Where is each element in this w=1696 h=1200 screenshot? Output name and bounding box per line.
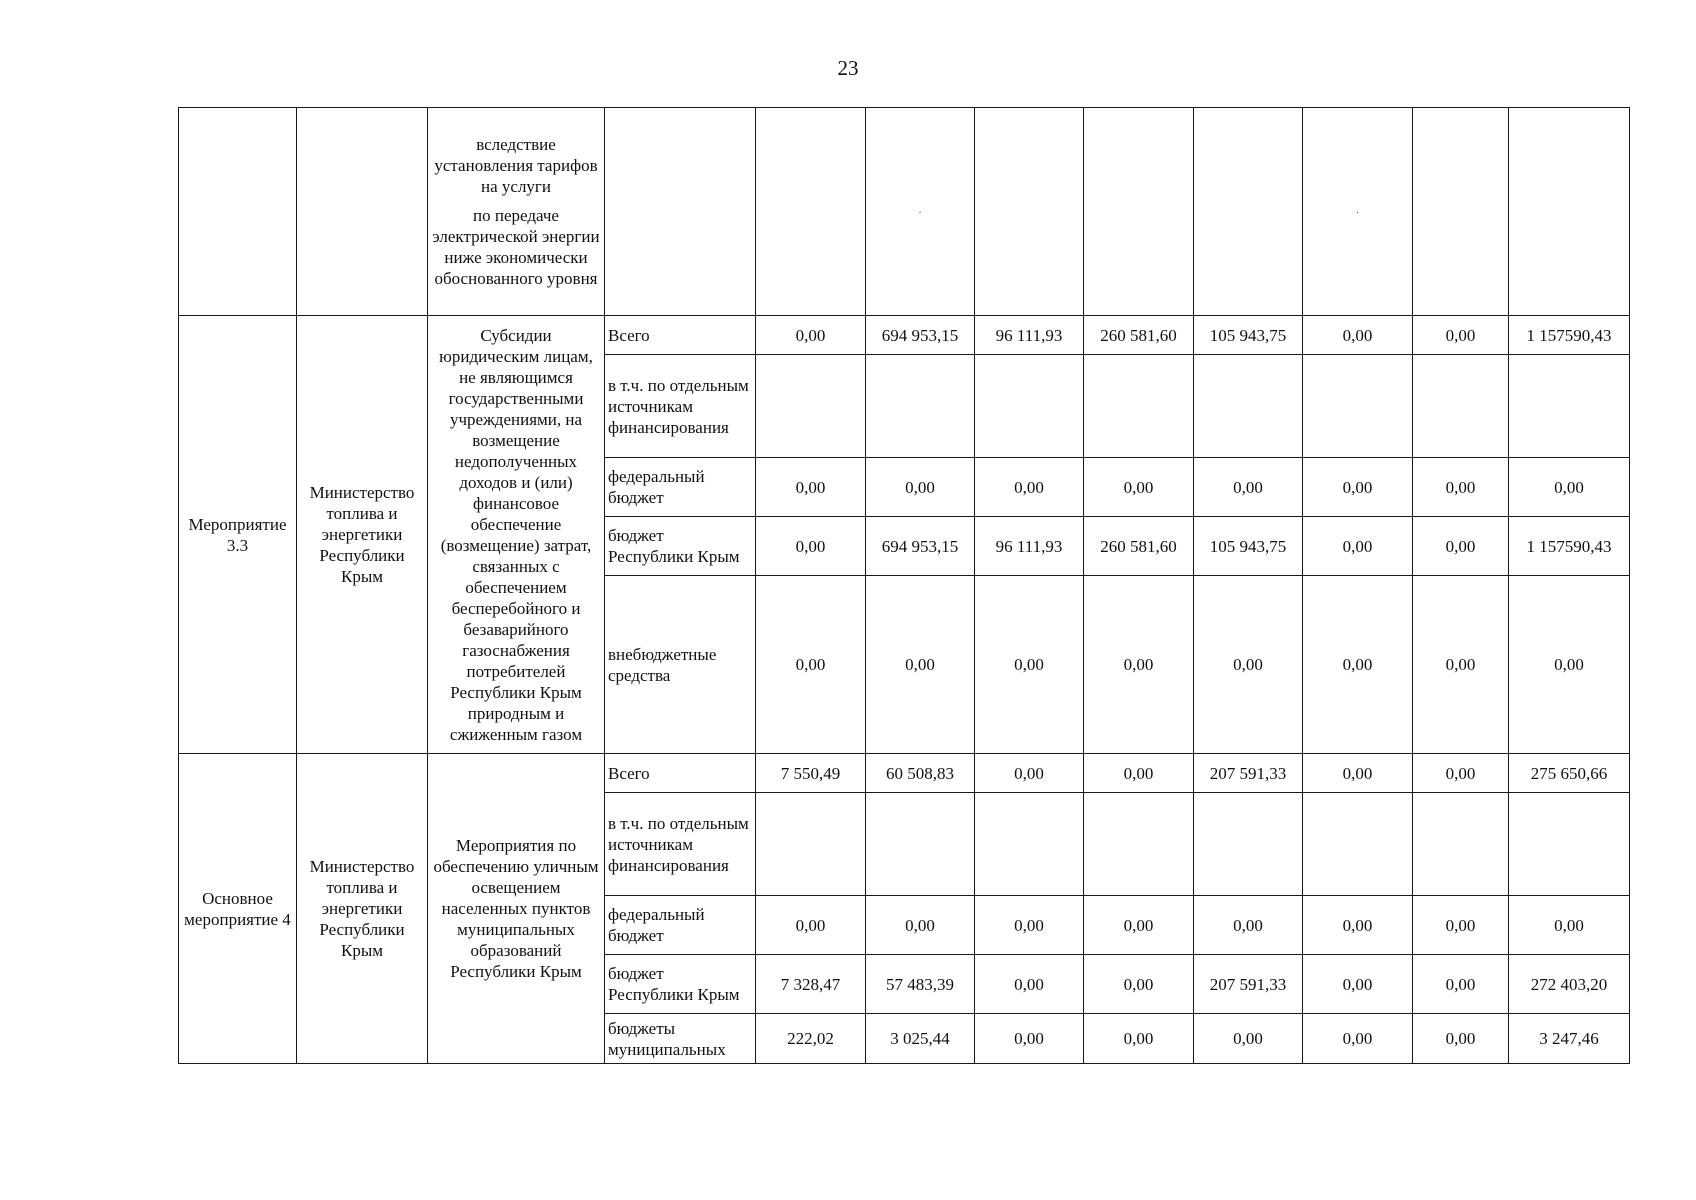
value-cell — [1303, 793, 1413, 896]
description-part1: вследствие установления тарифов на услуги — [434, 135, 598, 196]
value-cell: 0,00 — [1413, 576, 1509, 754]
value-cell: 0,00 — [975, 754, 1084, 793]
value-cell: 207 591,33 — [1194, 955, 1303, 1014]
source-cell — [605, 108, 756, 316]
value-cell: 0,00 — [1303, 458, 1413, 517]
value-cell: 0,00 — [756, 458, 866, 517]
value-cell — [1084, 355, 1194, 458]
value-cell — [1303, 355, 1413, 458]
source-cell: в т.ч. по отдельным источникам финансирования — [605, 355, 756, 458]
description-cell: Мероприятия по обеспечению уличным освещением населенных пунктов муниципальных образований Республики Крым — [428, 754, 605, 1064]
value-cell — [756, 108, 866, 316]
value-cell: 0,00 — [1509, 576, 1630, 754]
value-cell: 0,00 — [1413, 754, 1509, 793]
source-cell: федеральный бюджет — [605, 458, 756, 517]
value-cell: 0,00 — [1509, 896, 1630, 955]
value-cell: 0,00 — [756, 576, 866, 754]
value-cell: 105 943,75 — [1194, 316, 1303, 355]
value-cell: 0,00 — [1413, 896, 1509, 955]
value-cell: 272 403,20 — [1509, 955, 1630, 1014]
value-cell — [756, 793, 866, 896]
value-cell — [866, 108, 975, 316]
value-cell — [1509, 355, 1630, 458]
value-cell: 0,00 — [1413, 316, 1509, 355]
value-cell: 0,00 — [975, 1014, 1084, 1064]
executor-cell: Министерство топлива и энергетики Республики Крым — [297, 754, 428, 1064]
source-cell: федеральный бюджет — [605, 896, 756, 955]
value-cell: 60 508,83 — [866, 754, 975, 793]
table-row — [179, 316, 1630, 355]
value-cell: 0,00 — [1084, 458, 1194, 517]
value-cell: 1 157590,43 — [1509, 316, 1630, 355]
value-cell — [975, 355, 1084, 458]
value-cell — [1413, 108, 1509, 316]
value-cell: 96 111,93 — [975, 316, 1084, 355]
value-cell: 0,00 — [1303, 576, 1413, 754]
executor-cell — [297, 108, 428, 316]
value-cell: 207 591,33 — [1194, 754, 1303, 793]
value-cell — [1509, 793, 1630, 896]
value-cell: 275 650,66 — [1509, 754, 1630, 793]
description-cell: Субсидии юридическим лицам, не являющимся государственными учреждениями, на возмещение недополученных доходов и (или) финансовое обеспечение (возмещение) затрат, связанных с обеспечением бесперебойного и безаварийного газоснабжения потребителей Республики Крым природным и сжиженным газом — [428, 316, 605, 754]
value-cell: 694 953,15 — [866, 316, 975, 355]
value-cell: 0,00 — [866, 458, 975, 517]
value-cell: 0,00 — [975, 955, 1084, 1014]
value-cell — [975, 108, 1084, 316]
value-cell — [1084, 108, 1194, 316]
value-cell: 0,00 — [866, 896, 975, 955]
value-cell: 3 247,46 — [1509, 1014, 1630, 1064]
value-cell: 0,00 — [1303, 896, 1413, 955]
value-cell: 0,00 — [1303, 316, 1413, 355]
value-cell: 3 025,44 — [866, 1014, 975, 1064]
value-cell — [1194, 355, 1303, 458]
value-cell: 0,00 — [1413, 458, 1509, 517]
value-cell: 0,00 — [975, 458, 1084, 517]
value-cell: 0,00 — [1194, 458, 1303, 517]
budget-table — [178, 107, 1630, 1064]
value-cell — [1084, 793, 1194, 896]
value-cell — [975, 793, 1084, 896]
value-cell: 0,00 — [756, 896, 866, 955]
value-cell — [1194, 108, 1303, 316]
value-cell: 0,00 — [1303, 1014, 1413, 1064]
event-cell: Основное мероприятие 4 — [179, 754, 297, 1064]
value-cell: 0,00 — [1084, 576, 1194, 754]
value-cell: 0,00 — [975, 896, 1084, 955]
description-cell — [428, 108, 605, 316]
source-cell: бюджет Республики Крым — [605, 517, 756, 576]
value-cell: 0,00 — [1413, 517, 1509, 576]
value-cell: 57 483,39 — [866, 955, 975, 1014]
value-cell — [1194, 793, 1303, 896]
source-cell: Всего — [605, 316, 756, 355]
value-cell — [1303, 108, 1413, 316]
value-cell — [1413, 355, 1509, 458]
value-cell: 0,00 — [1194, 576, 1303, 754]
value-cell: 7 328,47 — [756, 955, 866, 1014]
value-cell: 7 550,49 — [756, 754, 866, 793]
value-cell: 96 111,93 — [975, 517, 1084, 576]
value-cell: 0,00 — [975, 576, 1084, 754]
value-cell: 0,00 — [1413, 955, 1509, 1014]
value-cell: 0,00 — [1084, 754, 1194, 793]
value-cell: 0,00 — [1303, 517, 1413, 576]
value-cell: 105 943,75 — [1194, 517, 1303, 576]
executor-cell: Министерство топлива и энергетики Республики Крым — [297, 316, 428, 754]
value-cell: 0,00 — [1303, 955, 1413, 1014]
value-cell — [866, 793, 975, 896]
value-cell: 0,00 — [1084, 896, 1194, 955]
value-cell: 694 953,15 — [866, 517, 975, 576]
value-cell — [1509, 108, 1630, 316]
value-cell: 0,00 — [1194, 1014, 1303, 1064]
scan-dot: · — [1355, 207, 1360, 219]
value-cell: 0,00 — [1194, 896, 1303, 955]
page-number: 23 — [837, 56, 859, 80]
source-cell: бюджеты муниципальных — [605, 1014, 756, 1064]
value-cell: 0,00 — [1084, 1014, 1194, 1064]
value-cell: 0,00 — [866, 576, 975, 754]
event-cell — [179, 108, 297, 316]
value-cell: 260 581,60 — [1084, 316, 1194, 355]
source-cell: в т.ч. по отдельным источникам финансирования — [605, 793, 756, 896]
table-row-continued — [179, 108, 1630, 316]
source-cell: Всего — [605, 754, 756, 793]
value-cell — [866, 355, 975, 458]
value-cell: 0,00 — [756, 517, 866, 576]
event-cell: Мероприятие 3.3 — [179, 316, 297, 754]
value-cell: 222,02 — [756, 1014, 866, 1064]
value-cell — [756, 355, 866, 458]
source-cell: внебюджетные средства — [605, 576, 756, 754]
scan-dot: · — [918, 207, 922, 219]
value-cell: 260 581,60 — [1084, 517, 1194, 576]
value-cell: 0,00 — [756, 316, 866, 355]
description-part2: по передаче электрической энергии ниже экономически обоснованного уровня — [432, 206, 600, 288]
value-cell: 0,00 — [1084, 955, 1194, 1014]
value-cell: 0,00 — [1509, 458, 1630, 517]
value-cell: 0,00 — [1413, 1014, 1509, 1064]
value-cell: 0,00 — [1303, 754, 1413, 793]
table-row — [179, 754, 1630, 793]
value-cell: 1 157590,43 — [1509, 517, 1630, 576]
value-cell — [1413, 793, 1509, 896]
source-cell: бюджет Республики Крым — [605, 955, 756, 1014]
